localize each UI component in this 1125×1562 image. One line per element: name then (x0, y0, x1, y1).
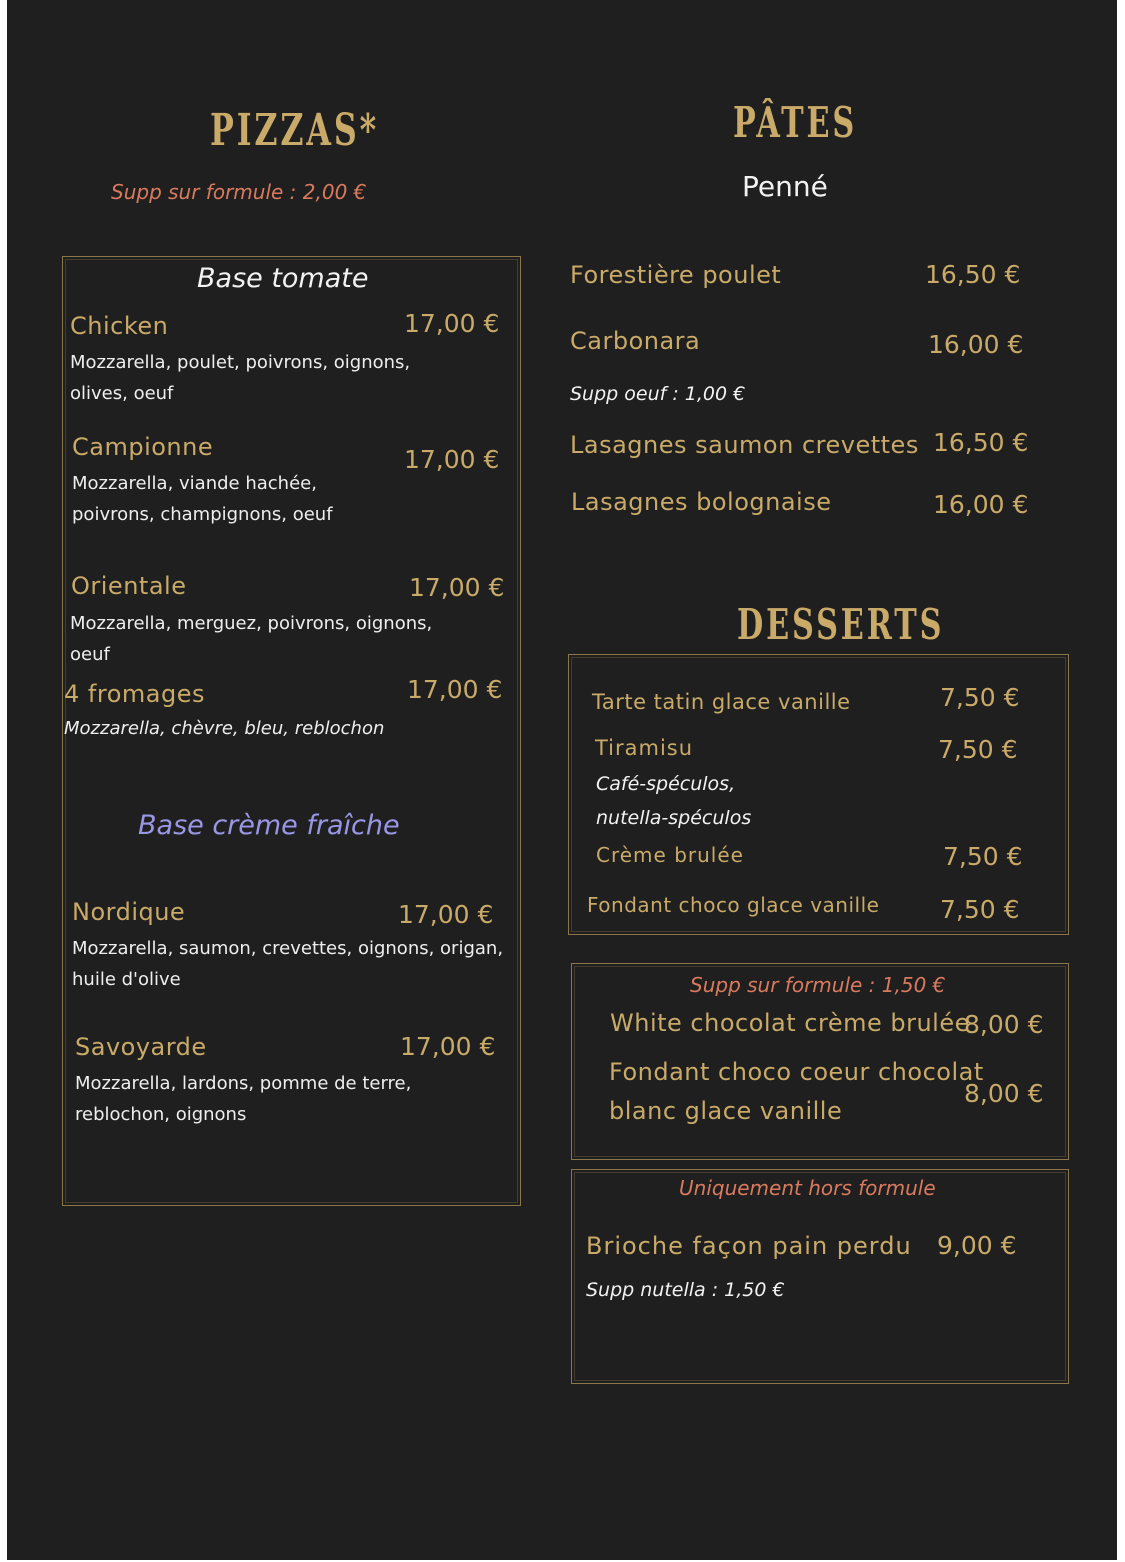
pizza-name: Campionne (72, 433, 214, 461)
pizza-description: Mozzarella, saumon, crevettes, oignons, origan, huile d'olive (72, 938, 504, 990)
base-creme-heading: Base crème fraîche (138, 810, 400, 841)
pizza-price: 17,00 € (404, 309, 500, 338)
dessert-description: nutella-spéculos (596, 807, 752, 829)
pizzas-supp-note: Supp sur formule : 2,00 € (111, 180, 367, 204)
pizza-description: Mozzarella, poulet, poivrons, oignons, olives, oeuf (70, 352, 411, 404)
pasta-price: 16,00 € (933, 490, 1029, 519)
desserts-formule-note: Supp sur formule : 1,50 € (690, 973, 946, 997)
pizza-price: 17,00 € (404, 445, 500, 474)
pasta-price: 16,50 € (933, 428, 1029, 457)
pizza-name: Chicken (70, 312, 169, 340)
pizza-description: Mozzarella, lardons, pomme de terre, reblochon, oignons (75, 1073, 412, 1125)
pizza-name: Nordique (72, 898, 186, 926)
pasta-name: Lasagnes saumon crevettes (570, 431, 919, 459)
pizza-name: Savoyarde (75, 1033, 207, 1061)
pizza-name: 4 fromages (64, 680, 205, 708)
pizza-price: 17,00 € (409, 573, 505, 602)
dessert-name: Fondant choco coeur chocolat (609, 1058, 984, 1086)
pizza-description: Mozzarella, viande hachée, poivrons, champignons, oeuf (72, 473, 333, 525)
dessert-name: Tiramisu (595, 736, 694, 760)
pates-title: PÂTES (733, 98, 858, 147)
pates-subtitle: Penné (742, 170, 828, 203)
pasta-price: 16,00 € (928, 330, 1024, 359)
desserts-box-hors-formule (571, 1169, 1069, 1384)
pasta-name: Lasagnes bolognaise (571, 488, 832, 516)
hors-formule-note: Uniquement hors formule (679, 1176, 936, 1200)
pizza-price: 17,00 € (398, 900, 494, 929)
dessert-price: 9,00 € (937, 1231, 1017, 1260)
dessert-price: 7,50 € (940, 683, 1020, 712)
menu-page (7, 0, 1117, 1560)
pizza-name: Orientale (71, 572, 187, 600)
dessert-name: Fondant choco glace vanille (587, 893, 880, 917)
dessert-price: 8,00 € (964, 1079, 1044, 1108)
dessert-price: 8,00 € (964, 1010, 1044, 1039)
base-tomate-heading: Base tomate (197, 263, 369, 294)
dessert-name: blanc glace vanille (609, 1097, 843, 1125)
dessert-price: 7,50 € (938, 735, 1018, 764)
pizzas-title: PIZZAS* (210, 105, 380, 156)
dessert-description: Café-spéculos, (596, 773, 736, 795)
pizza-description: Mozzarella, merguez, poivrons, oignons, oeuf (70, 613, 433, 665)
pizza-price: 17,00 € (400, 1032, 496, 1061)
dessert-price: 7,50 € (943, 842, 1023, 871)
pasta-name: Carbonara (570, 327, 701, 355)
dessert-name: Tarte tatin glace vanille (592, 690, 851, 714)
dessert-name: Crème brulée (596, 843, 744, 867)
pasta-price: 16,50 € (925, 260, 1021, 289)
supp-nutella-note: Supp nutella : 1,50 € (586, 1279, 785, 1301)
dessert-name: Brioche façon pain perdu (586, 1232, 912, 1260)
supp-oeuf-note: Supp oeuf : 1,00 € (570, 383, 746, 405)
dessert-name: White chocolat crème brulée (610, 1009, 970, 1037)
desserts-title: DESSERTS (737, 600, 945, 649)
pizza-price: 17,00 € (407, 675, 503, 704)
pizza-description: Mozzarella, chèvre, bleu, reblochon (64, 718, 385, 739)
dessert-price: 7,50 € (940, 895, 1020, 924)
pasta-name: Forestière poulet (570, 261, 782, 289)
